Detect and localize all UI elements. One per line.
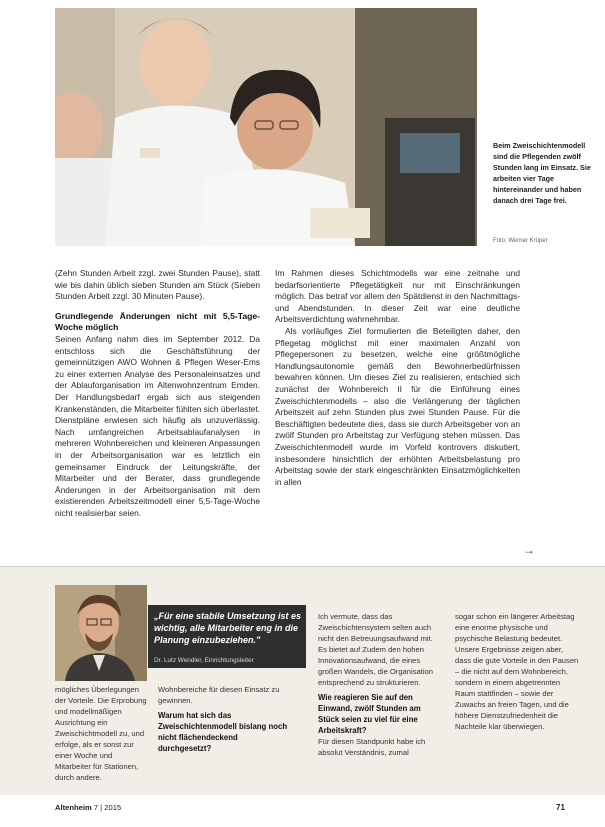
magazine-name: Altenheim bbox=[55, 803, 92, 812]
portrait-illustration bbox=[55, 585, 147, 681]
interview-column-2 bbox=[158, 684, 293, 754]
continue-arrow-icon: → bbox=[523, 543, 535, 557]
photo-caption: Beim Zweischichtenmodell sind die Pflegenden zwölf Stunden lang im Einsatz. Sie arbeiten vier Tage hintereinander und haben danach drei Tage frei. bbox=[493, 141, 591, 205]
interview-question: Wie reagieren Sie auf den Einwand, zwölf Stunden am Stück seien zu viel für eine Arbeitskraft? bbox=[318, 693, 421, 735]
quote-author: Dr. Lutz Wendler, Einrichtungsleiter bbox=[154, 657, 254, 664]
page-number: 71 bbox=[556, 803, 565, 812]
interview-answer: Für diesen Standpunkt habe ich absolut Verständnis, zumal bbox=[318, 737, 426, 757]
article-column-2 bbox=[275, 268, 520, 488]
article-photo bbox=[55, 8, 477, 246]
interviewee-portrait bbox=[55, 585, 147, 681]
interview-text: mögliches Überlegungen der Vorteile. Die Erprobung und modellmäßigen Ausrichtung ein Zweischichtmodell zu, und erfolge, als er sonst zur einer Woche und Mitarbeiter für Stationen, durch andere. bbox=[55, 685, 147, 782]
nurses-photo-illustration bbox=[55, 8, 477, 246]
interview-column-4 bbox=[455, 611, 580, 732]
article-body-paragraph: Seinen Anfang nahm dies im September 2012. Da entschloss sich die Geschäftsführung der gemeinnützigen AWO Wohnen & Pflegen Weser-Ems zu einer externen Analyse des Personaleinsatzes und der Ablauforganisation im Altenwohnzentrum Emden. Der Handlungsbedarf ergab sich aus steigenden Krankenständen, die Mitarbeiter fühlten sich überlastet. Dienstpläne erwiesen sich häufig als unzuverlässig. Nach umfangreichen Arbeitsablaufanalysen in mehreren Wohnbereichen und kleineren Anpassungen in der Arbeitsorganisation war es letztlich ein gemeinsamer Eindruck der Leitungskräfte, der Mitarbeiter und der Berater, dass grundlegende Änderungen in der Arbeitsorganisation mit dem existierenden Arbeitszeitmodell einer 5,5-Tage-Woche nicht realisierbar seien. bbox=[55, 333, 260, 518]
issue-number: 7 | 2015 bbox=[93, 803, 122, 812]
interview-question: Warum hat sich das Zweischichtenmodell bislang noch nicht flächendeckend durchgesetzt? bbox=[158, 711, 288, 753]
pull-quote: „Für eine stabile Umsetzung ist es wichtig, alle Mitarbeiter eng in die Planung einzubeziehen." bbox=[154, 611, 302, 645]
section-heading: Grundlegende Änderungen nicht mit 5,5-Tage-Woche möglich bbox=[55, 310, 260, 333]
interview-text: Wohnbereiche für diesen Einsatz zu gewinnen. bbox=[158, 685, 280, 705]
article-column-1 bbox=[55, 268, 260, 519]
photo-credit: Foto: Werner Krüper bbox=[493, 238, 548, 244]
interview-column-1 bbox=[55, 684, 150, 783]
article-intro-paragraph: (Zehn Stunden Arbeit zzgl. zwei Stunden Pause), statt wie bis dahin üblich sieben Stunden am Stück (Sieben Stunden Arbeit zzgl. 30 Minuten Pause). bbox=[55, 268, 260, 302]
footer-publication bbox=[55, 803, 121, 812]
interview-answer: sogar schon ein längerer Arbeitstag eine enorme physische und psychische Belastung bedeutet. Unsere Ergebnisse zeigen aber, dass die gute Vorteile in den Pausen – die nicht auf dem Wohnbereich, sondern in einem abgetrennten Raum stattfinden – sowie der Zuwachs an freien Tagen, und die höhere Dienstzufriedenheit die Nachteile klar überwiegen. bbox=[455, 612, 579, 731]
interview-answer: Ich vermute, dass das Zweischichtensystem selten auch nicht den Betreuungsaufwand mit. Es bietet auf Zudem den hohen Innovationsaufwand, die eines großen Wandels, die Organisation entsprechend zu strukturieren. bbox=[318, 612, 433, 687]
article-paragraph: Im Rahmen dieses Schichtmodells war eine zeitnahe und bedarfsorientierte Pflegetätigkeit nur mit Einschränkungen möglich. Das betraf vor allem den Spätdienst in den Nachmittags- und Abendstunden. In dieser Zeit war eine deutliche Arbeitsverdichtung wahrnehmbar. bbox=[275, 268, 520, 325]
article-paragraph: Als vorläufiges Ziel formulierten die Beteiligten daher, den Pflegetag möglichst mit einer maximalen Anzahl von Pflegepersonen zu besetzen, welche eine größtmögliche Handlungsautonomie gemäß den Bewohnerbedürfnissen bewahren können. Um dieses Ziel zu realisieren, entschied sich zunächst der Wohnbereich II für die Einführung eines Zweischichtenmodells – also die Verlängerung der täglichen Arbeitszeit auf zehn Stunden plus zwei Stunden Pause. Für die Beschäftigten bedeutete dies, dass sie durch Arbeitsgeber von an zwölf Stunden pro Arbeitstag zur Verfügung stehen müssen. Das Zweischichtenmodell wurde im Vorfeld kontrovers diskutiert, insbesondere hinsichtlich der erhöhten Arbeitsbelastung pro Arbeitstag sowie der stark eingeschränkten Einsatzmöglichkeiten in allen bbox=[275, 325, 520, 487]
interview-column-3 bbox=[318, 611, 443, 758]
